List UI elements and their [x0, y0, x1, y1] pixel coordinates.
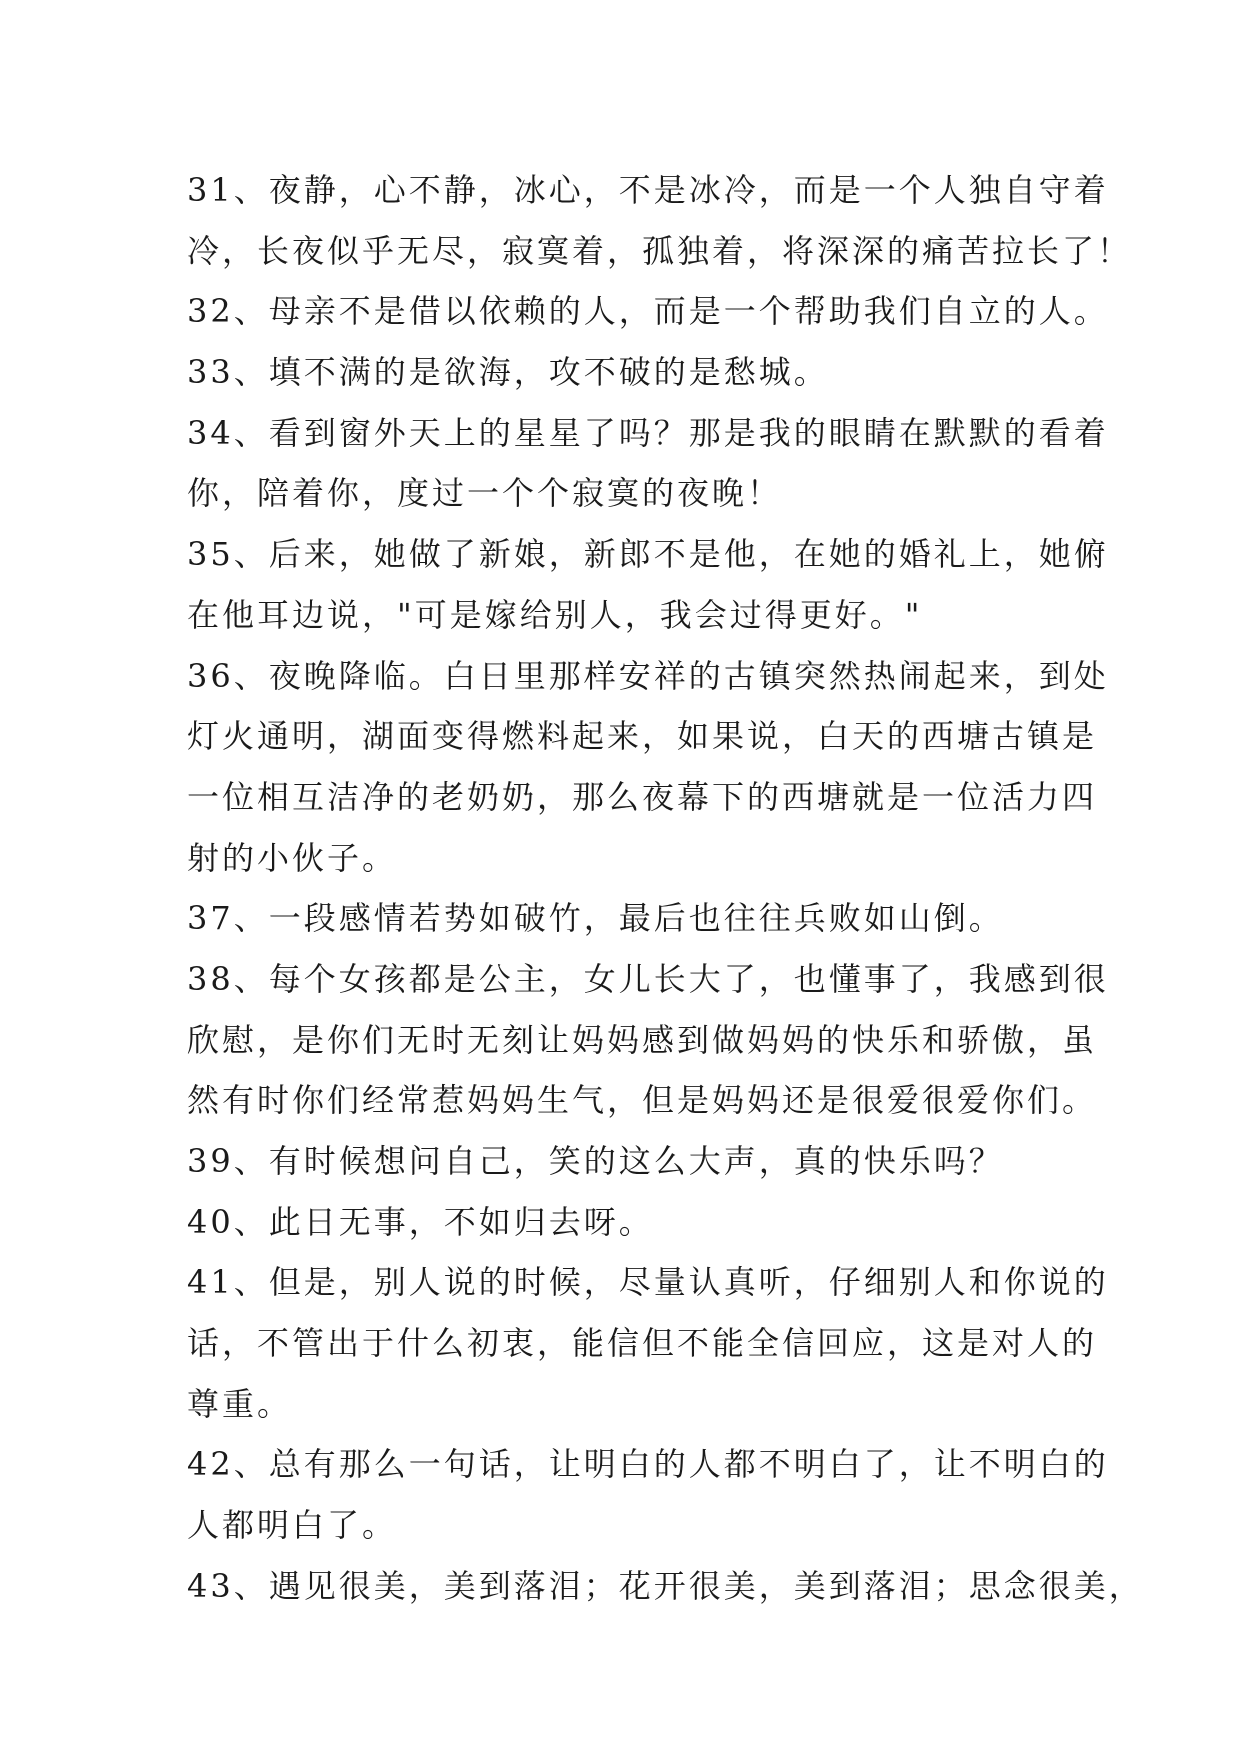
text-line: 灯火通明，湖面变得燃料起来，如果说，白天的西塘古镇是: [187, 717, 1098, 756]
text-line: 尊重。: [187, 1384, 293, 1423]
text-line: 32、母亲不是借以依赖的人，而是一个帮助我们自立的人。: [187, 292, 1109, 331]
text-line: 39、有时候想问自己，笑的这么大声，真的快乐吗？: [187, 1142, 1004, 1180]
text-line: 35、后来，她做了新娘，新郎不是他，在她的婚礼上，她俯: [187, 535, 1109, 574]
text-line: 你，陪着你，度过一个个寂寞的夜晚！: [187, 474, 783, 513]
text-line: 一位相互洁净的老奶奶，那么夜幕下的西塘就是一位活力四: [187, 777, 1098, 816]
text-line: 41、但是，别人说的时候，尽量认真听，仔细别人和你说的: [187, 1263, 1109, 1302]
text-line: 43、遇见很美，美到落泪；花开很美，美到落泪；思念很美，: [187, 1566, 1144, 1605]
text-line: 33、填不满的是欲海，攻不破的是愁城。: [187, 353, 829, 392]
text-line: 40、此日无事，不如归去呀。: [187, 1202, 654, 1241]
text-line: 在他耳边说，"可是嫁给别人，我会过得更好。": [187, 595, 923, 634]
text-line: 42、总有那么一句话，让明白的人都不明白了，让不明白的: [187, 1445, 1109, 1484]
text-line: 然有时你们经常惹妈妈生气，但是妈妈还是很爱很爱你们。: [187, 1081, 1098, 1120]
text-line: 欣慰，是你们无时无刻让妈妈感到做妈妈的快乐和骄傲，虽: [187, 1020, 1098, 1059]
text-line: 36、夜晚降临。白日里那样安祥的古镇突然热闹起来，到处: [187, 656, 1109, 695]
text-line: 34、看到窗外天上的星星了吗？那是我的眼睛在默默的看着: [187, 413, 1109, 452]
text-line: 31、夜静，心不静，冰心，不是冰冷，而是一个人独自守着: [187, 171, 1109, 209]
text-line: 冷，长夜似乎无尽，寂寞着，孤独着，将深深的痛苦拉长了！: [187, 231, 1133, 270]
text-line: 人都明白了。: [187, 1506, 398, 1545]
body-text: [187, 160, 1144, 1617]
text-line: 射的小伙子。: [187, 838, 398, 877]
text-line: 38、每个女孩都是公主，女儿长大了，也懂事了，我感到很: [187, 959, 1109, 998]
text-line: 37、一段感情若势如破竹，最后也往往兵败如山倒。: [187, 899, 1004, 938]
text-line: 话，不管出于什么初衷，能信但不能全信回应，这是对人的: [187, 1324, 1098, 1363]
